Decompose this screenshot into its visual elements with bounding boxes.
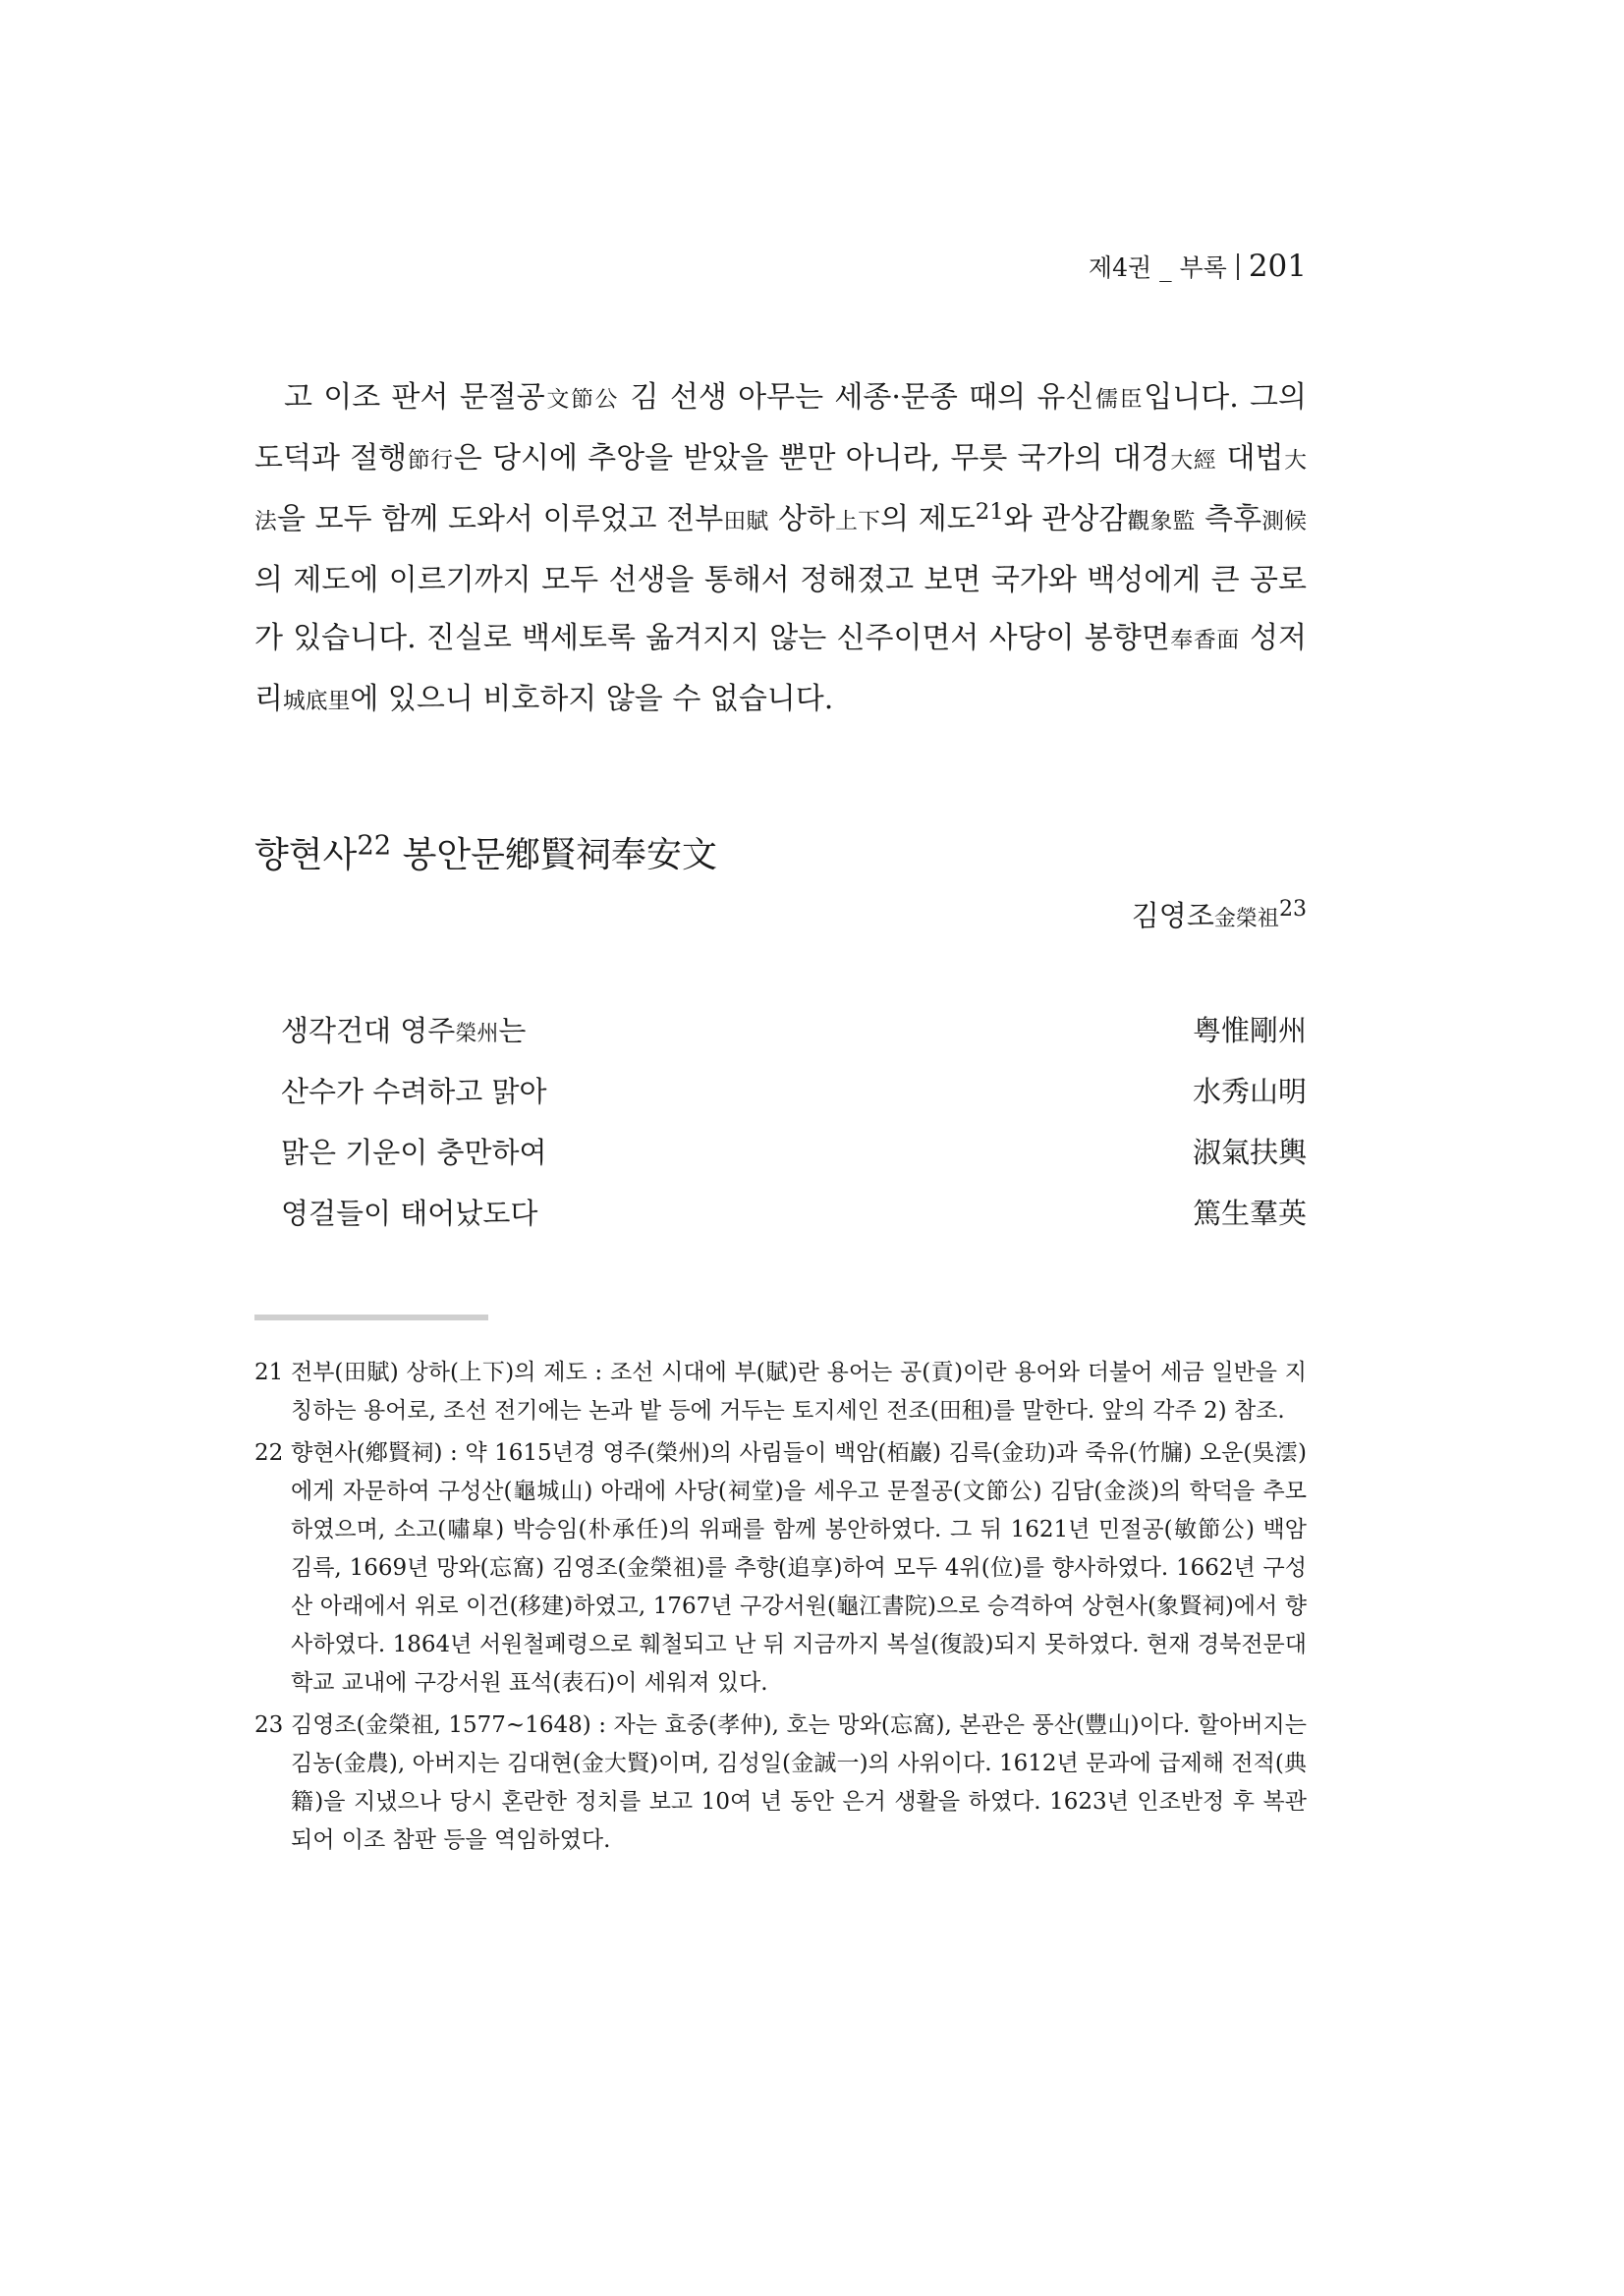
- text-run: 의 제도에 이르기까지 모두 선생을 통해서 정해졌고 보면 국가와 백성에게 큰 공로가 있습니다. 진실로 백세토록 옮겨지지 않는 신주이면서 사당이 봉향면: [254, 563, 1307, 655]
- poem-hanja: 篤生羣英: [1192, 1196, 1307, 1230]
- poem-line: [281, 1120, 1307, 1181]
- author-name: 김영조: [1131, 899, 1214, 932]
- footnote-rule: [254, 1315, 488, 1320]
- poem-line: [281, 1181, 1307, 1242]
- author-footnote-ref: 23: [1278, 897, 1307, 923]
- text-run: 측후: [1195, 502, 1262, 536]
- poem: [281, 998, 1307, 1242]
- footnote-ref: 21: [975, 498, 1004, 525]
- hanja-gloss: 文節公: [544, 387, 620, 413]
- footnote-22: [254, 1434, 1307, 1703]
- hanja-gloss: 奉香面: [1169, 628, 1240, 653]
- text-run: 와 관상감: [1003, 502, 1128, 536]
- hanja-gloss: 節行: [407, 448, 454, 474]
- footnote-number: 21: [254, 1360, 284, 1385]
- text-run: 은 당시에 추앙을 받았을 뿐만 아니라, 무릇 국가의 대경: [453, 441, 1170, 476]
- poem-korean: 영걸들이 태어났도다: [281, 1196, 538, 1230]
- text-run: 에 있으니 비호하지 않을 수 없습니다.: [350, 682, 834, 716]
- poem-korean: 산수가 수려하고 맑아: [281, 1074, 547, 1108]
- hanja-gloss: 大法: [254, 448, 1307, 534]
- text-run: 상하: [768, 502, 835, 536]
- hanja-gloss: 大經: [1169, 448, 1217, 474]
- footnote-number: 23: [254, 1712, 284, 1738]
- hanja-gloss: 儒臣: [1093, 387, 1145, 413]
- text-run: 성저리: [254, 621, 1308, 716]
- page-number: 201: [1248, 249, 1307, 284]
- footnotes: [254, 1354, 1307, 1864]
- text-run: 대법: [1216, 441, 1284, 476]
- hanja-gloss: 上下: [834, 509, 881, 534]
- footnote-text: 김영조(金榮祖, 1577~1648) : 자는 효중(孝仲), 호는 망와(忘窩), 본관은 풍산(豐山)이다. 할아버지는 김농(金農), 아버지는 김대현(金大賢)이며, 김성일(金誠一)의 사위이다. 1612년 문과에 급제해 전적(典籍)을 지냈으나 당시 혼란한 정치를 보고 10여 년 동안 은거 생활을 하였다. 1623년 인조반정 후 복관되어 이조 참판 등을 역임하였다.: [291, 1712, 1307, 1853]
- poem-korean: 맑은 기운이 충만하여: [281, 1135, 547, 1169]
- title-hanja: 鄕賢祠奉安文: [504, 835, 717, 875]
- title-rest: 봉안문: [391, 835, 505, 875]
- poem-hanja: 水秀山明: [1192, 1074, 1307, 1108]
- hanja-gloss: 城底里: [282, 689, 351, 714]
- poem-line: [281, 998, 1307, 1059]
- author-hanja: 金榮祖: [1213, 907, 1279, 931]
- footnote-23: [254, 1707, 1307, 1860]
- hanja-gloss: 測候: [1261, 509, 1308, 534]
- footnote-number: 22: [254, 1440, 284, 1466]
- footnote-21: [254, 1354, 1307, 1430]
- text-run: 의 제도: [880, 502, 976, 536]
- text-run: 김 선생 아무는 세종·문종 때의 유신: [619, 380, 1094, 415]
- poem-line: [281, 1059, 1307, 1120]
- poem-hanja: 淑氣扶輿: [1192, 1135, 1307, 1169]
- footnote-text: 향현사(鄕賢祠) : 약 1615년경 영주(榮州)의 사림들이 백암(栢巖) 김륵(金玏)과 죽유(竹牖) 오운(吳澐)에게 자문하여 구성산(龜城山) 아래에 사당(祠堂)을 세우고 문절공(文節公) 김담(金淡)의 학덕을 추모하였으며, 소고(嘯皐) 박승임(朴承任)의 위패를 함께 봉안하였다. 그 뒤 1621년 민절공(敏節公) 백암 김륵, 1669년 망와(忘窩) 김영조(金榮祖)를 추향(追享)하여 모두 4위(位)를 향사하였다. 1662년 구성산 아래에서 위로 이건(移建)하였고, 1767년 구강서원(龜江書院)으로 승격하여 상현사(象賢祠)에서 향사하였다. 1864년 서원철폐령으로 훼철되고 난 뒤 지금까지 복설(復設)되지 못하였다. 현재 경북전문대학교 교내에 구강서원 표석(表石)이 세워져 있다.: [291, 1440, 1307, 1696]
- hanja-gloss: 觀象監: [1127, 509, 1196, 534]
- hanja-gloss: 田賦: [723, 509, 769, 534]
- running-header: [982, 249, 1307, 284]
- text-run: 을 모두 함께 도와서 이루었고 전부: [276, 502, 724, 536]
- author-line: [982, 894, 1307, 934]
- poem-korean: 생각건대 영주榮州는: [281, 1013, 527, 1047]
- header-section: 제4권 _ 부록: [1088, 253, 1227, 282]
- header-divider: [1237, 253, 1239, 280]
- title-korean: 향현사: [254, 835, 358, 875]
- main-text: [254, 368, 1307, 731]
- text-run: 입니다. 그의 도덕과 절행: [254, 380, 1308, 476]
- title-footnote-ref: 22: [357, 830, 392, 862]
- poem-hanja: 粤惟剛州: [1192, 1013, 1307, 1047]
- text-run: 고 이조 판서 문절공: [284, 380, 545, 415]
- footnote-text: 전부(田賦) 상하(上下)의 제도 : 조선 시대에 부(賦)란 용어는 공(貢)이란 용어와 더불어 세금 일반을 지칭하는 용어로, 조선 전기에는 논과 밭 등에 거두는 토지세인 전조(田租)를 말한다. 앞의 각주 2) 참조.: [291, 1360, 1307, 1424]
- section-title: [254, 827, 717, 877]
- main-paragraph: [254, 368, 1307, 731]
